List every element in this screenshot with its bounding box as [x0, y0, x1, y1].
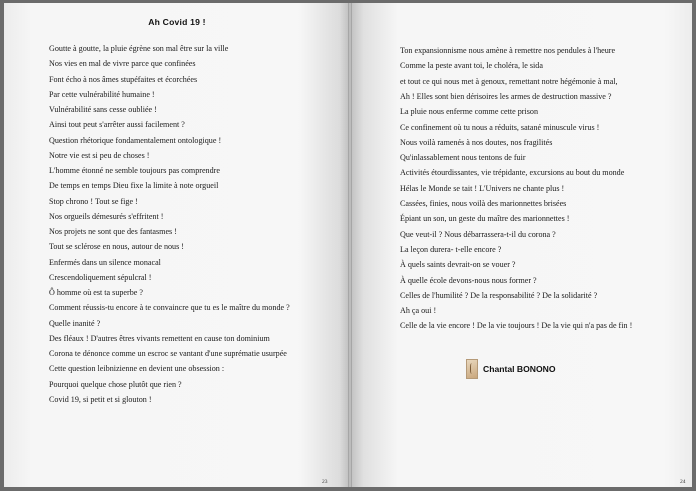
poem-line: Cassées, finies, nous voilà des marionnettes brisées [400, 199, 567, 208]
poem-line: Celle de la vie encore ! De la vie toujours ! De la vie qui n'a pas de fin ! [400, 321, 633, 331]
open-book [4, 3, 692, 487]
poem-line: Pourquoi quelque chose plutôt que rien ? [49, 379, 182, 389]
author-signature: Chantal BONONO [483, 364, 556, 374]
poem-line: Crescendoliquement sépulcral ! [49, 272, 152, 282]
poem-line: Celles de l'humilité ? De la responsabilité ? De la solidarité ? [400, 290, 598, 300]
signature-block [466, 358, 556, 380]
poem-line: Enfermés dans un silence monacal [49, 257, 161, 267]
poem-line: Tout se sclérose en nous, autour de nous ! [49, 242, 184, 252]
poem-line: À quelle école devons-nous nous former ? [400, 275, 537, 285]
poem-line: Covid 19, si petit et si glouton ! [49, 394, 152, 404]
author-emblem-icon [466, 359, 478, 379]
poem-line: Que veut-il ? Nous débarrassera-t-il du corona ? [400, 229, 556, 239]
poem-line: Ah ! Elles sont bien dérisoires les armes de destruction massive ? [400, 91, 612, 101]
poem-line: Goutte à goutte, la pluie égrène son mal être sur la ville [49, 44, 229, 53]
poem-line: De temps en temps Dieu fixe la limite à note orgueil [49, 181, 219, 191]
poem-line: Nos orgueils démesurés s'effritent ! [49, 211, 164, 221]
poem-line: Question rhétorique fondamentalement ontologique ! [49, 135, 222, 145]
poem-line: et tout ce qui nous met à genoux, remettant notre hégémonie à mal, [400, 76, 618, 86]
poem-line: Comme la peste avant toi, le choléra, le sida [400, 61, 543, 71]
poem-line: Ainsi tout peut s'arrêter aussi facilement ? [49, 120, 185, 130]
poem-line: Nos vies en mal de vivre parce que confinées [49, 59, 196, 69]
poem-line: Hélas le Monde se tait ! L'Univers ne chante plus ! [400, 183, 565, 193]
page-number-left: 23 [322, 479, 328, 485]
poem-line: Font écho à nos âmes stupéfaites et écorchées [49, 74, 198, 84]
page-number-right: 24 [680, 479, 686, 485]
poem-line: Activités étourdissantes, vie trépidante, excursions au bout du monde [400, 168, 625, 178]
poem-line: Corona te dénonce comme un escroc se vantant d'une suprématie usurpée [49, 349, 287, 358]
poem-line: Notre vie est si peu de choses ! [49, 150, 150, 160]
poem-line: Ce confinement où tu nous a réduits, satané minuscule virus ! [400, 122, 600, 132]
poem-line: Épiant un son, un geste du maître des marionnettes ! [400, 214, 570, 224]
poem-line: Nos projets ne sont que des fantasmes ! [49, 227, 177, 236]
poem-line: Ton expansionnisme nous amène à remettre nos pendules à l'heure [400, 46, 616, 55]
book-spine [348, 3, 352, 487]
poem-title: Ah Covid 19 ! [148, 17, 206, 27]
poem-line: Qu'inlassablement nous tentons de fuir [400, 153, 526, 163]
poem-line: Comment réussis-tu encore à te convaincre que tu es le maître du monde ? [49, 303, 290, 313]
poem-line: Des fléaux ! D'autres êtres vivants remettent en cause ton dominium [49, 333, 270, 343]
poem-line: Ô homme où est ta superbe ? [49, 288, 143, 297]
poem-line: Quelle inanité ? [49, 318, 101, 328]
poem-line: Cette question leibnizienne en devient une obsession : [49, 364, 225, 374]
poem-line: Par cette vulnérabilité humaine ! [49, 89, 155, 99]
poem-line: L'homme étonné ne semble toujours pas comprendre [49, 166, 220, 175]
poem-line: La pluie nous enferme comme cette prison [400, 107, 538, 117]
poem-line: Stop chrono ! Tout se fige ! [49, 196, 138, 206]
poem-line: Vulnérabilité sans cesse oubliée ! [49, 105, 157, 114]
poem-line: À quels saints devrait-on se vouer ? [400, 260, 516, 270]
right-page [350, 3, 692, 487]
poem-line: Nous voilà ramenés à nos doutes, nos fragilités [400, 137, 553, 147]
left-page [4, 3, 350, 487]
poem-line: La leçon durera- t-elle encore ? [400, 244, 502, 254]
poem-line: Ah ça oui ! [400, 306, 437, 316]
